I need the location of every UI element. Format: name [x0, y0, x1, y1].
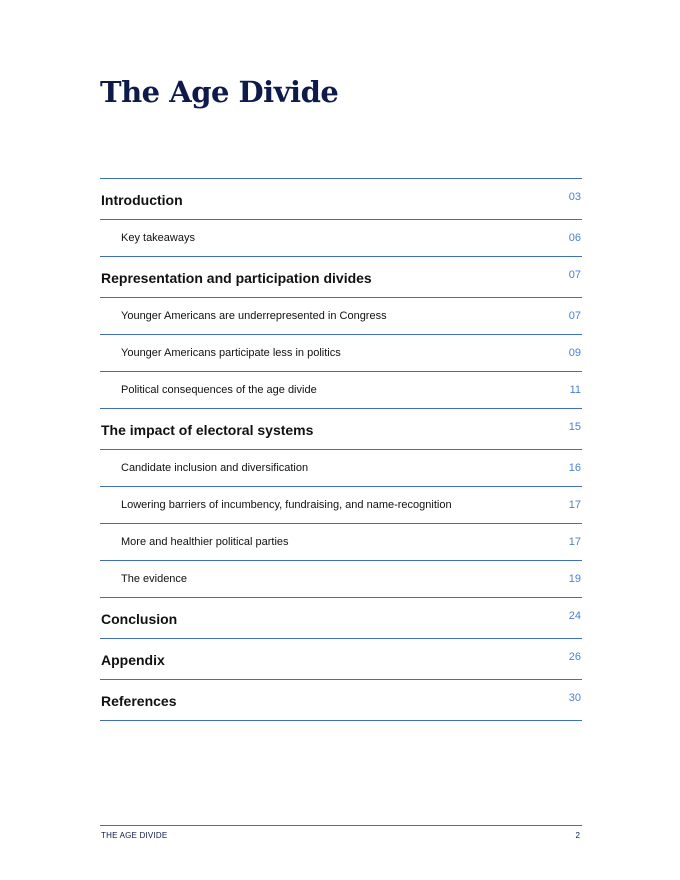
toc-entry-label: Candidate inclusion and diversification [121, 462, 309, 474]
toc-entry-page: 07 [568, 269, 581, 281]
toc-entry-label: Political consequences of the age divide [121, 384, 317, 396]
toc-entry-page: 24 [568, 610, 581, 622]
toc-entry-conclusion[interactable] [100, 598, 582, 639]
toc-entry-impact-of-electoral-systems[interactable] [100, 409, 582, 450]
toc-entry-participate-less-in-politics[interactable] [100, 335, 582, 372]
page-footer [100, 825, 582, 840]
toc-entry-label: More and healthier political parties [121, 536, 289, 548]
toc-entry-label: Younger Americans participate less in politics [121, 347, 341, 359]
toc-entry-page: 26 [568, 651, 581, 663]
toc-entry-label: Key takeaways [121, 232, 195, 244]
toc-entry-representation-and-participation-divides[interactable] [100, 257, 582, 298]
table-of-contents [100, 178, 582, 721]
toc-entry-key-takeaways[interactable] [100, 220, 582, 257]
toc-entry-label: Lowering barriers of incumbency, fundraising, and name-recognition [121, 499, 452, 511]
toc-entry-the-evidence[interactable] [100, 561, 582, 598]
toc-entry-label: Introduction [101, 192, 183, 208]
toc-entry-introduction[interactable] [100, 179, 582, 220]
toc-entry-label: Younger Americans are underrepresented in Congress [121, 310, 387, 322]
toc-entry-label: Appendix [101, 652, 165, 668]
toc-entry-page: 09 [568, 347, 581, 359]
toc-entry-page: 03 [568, 191, 581, 203]
toc-entry-page: 15 [568, 421, 581, 433]
footer-running-title: THE AGE DIVIDE [101, 831, 168, 840]
toc-entry-label: References [101, 693, 177, 709]
toc-entry-label: Conclusion [101, 611, 178, 627]
toc-entry-references[interactable] [100, 680, 582, 721]
toc-entry-page: 06 [568, 232, 581, 244]
toc-entry-page: 11 [569, 384, 581, 396]
toc-entry-lowering-barriers[interactable] [100, 487, 582, 524]
toc-entry-appendix[interactable] [100, 639, 582, 680]
toc-entry-label: Representation and participation divides [101, 270, 372, 286]
toc-entry-candidate-inclusion[interactable] [100, 450, 582, 487]
toc-entry-page: 16 [568, 462, 581, 474]
toc-entry-page: 19 [568, 573, 581, 585]
toc-entry-page: 17 [568, 499, 581, 511]
toc-entry-page: 30 [568, 692, 581, 704]
toc-entry-label: The impact of electoral systems [101, 422, 314, 438]
page-title: The Age Divide [100, 75, 339, 109]
toc-entry-page: 17 [568, 536, 581, 548]
toc-entry-more-and-healthier-parties[interactable] [100, 524, 582, 561]
toc-entry-page: 07 [568, 310, 581, 322]
toc-entry-political-consequences[interactable] [100, 372, 582, 409]
toc-entry-label: The evidence [121, 573, 188, 585]
toc-entry-underrepresented-in-congress[interactable] [100, 298, 582, 335]
footer-page-number: 2 [575, 831, 580, 840]
